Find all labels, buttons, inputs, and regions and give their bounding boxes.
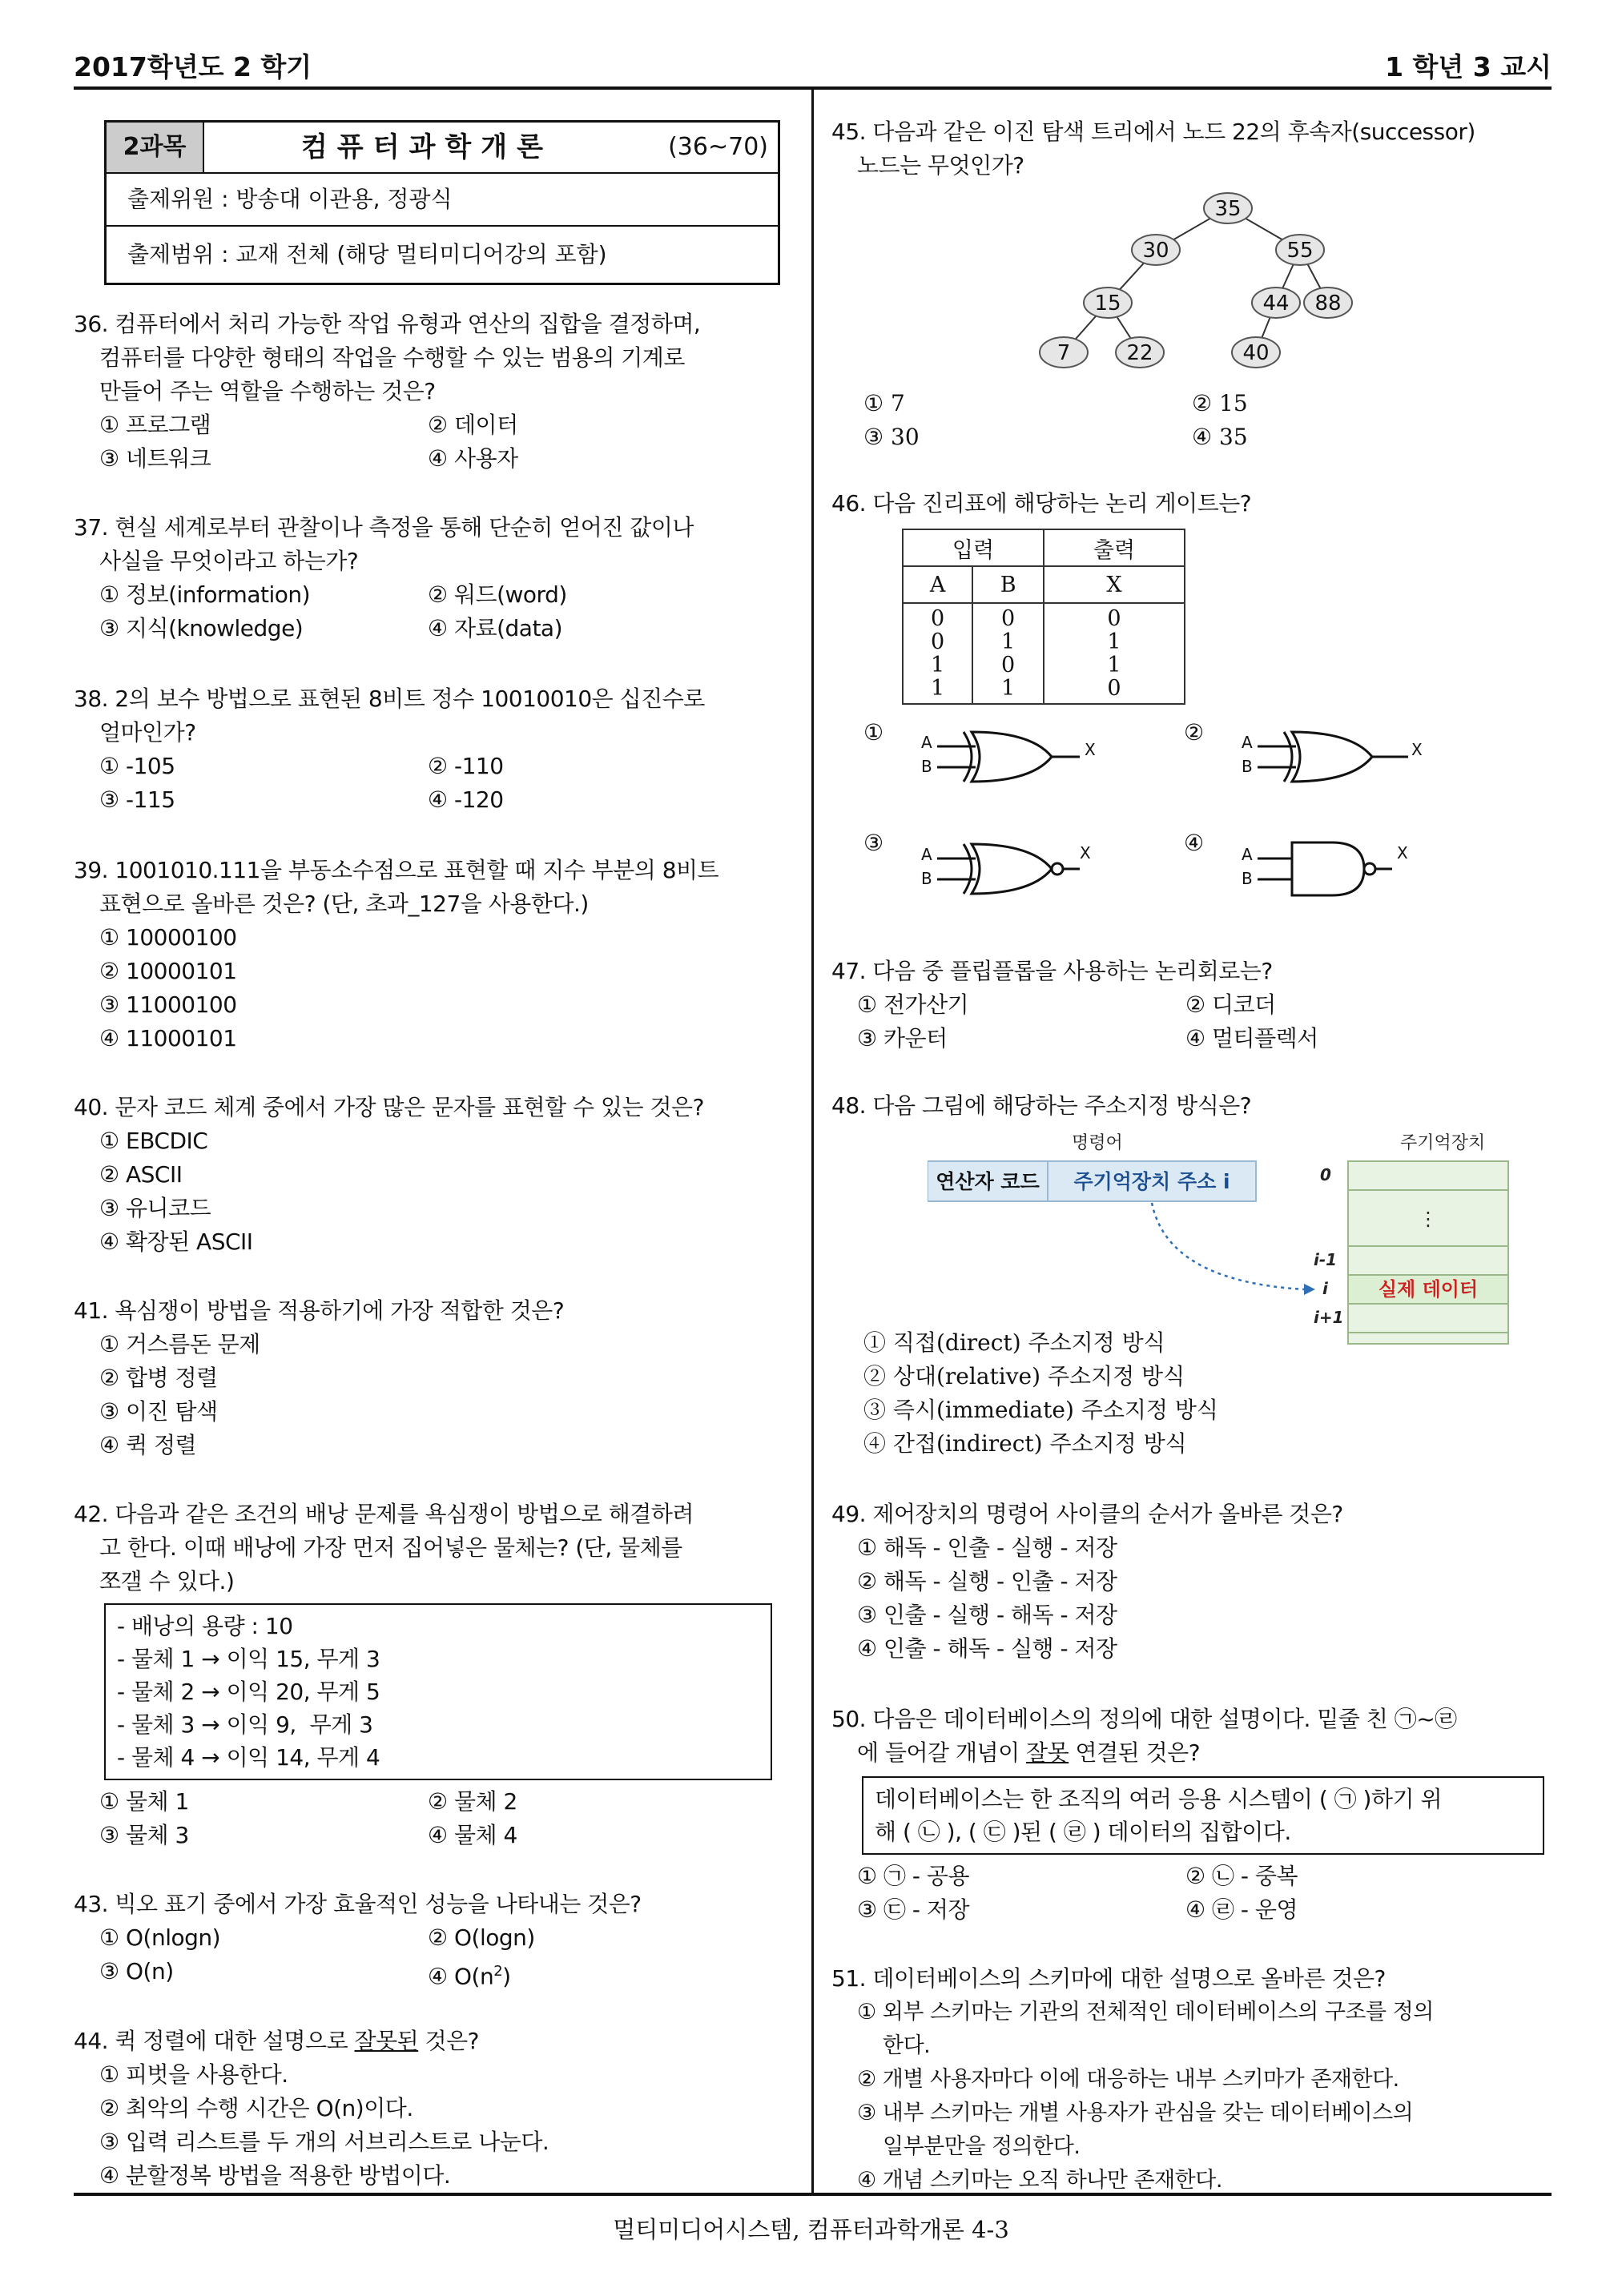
option-1[interactable]: ① 전가산기: [857, 991, 969, 1018]
svg-text:A: A: [1242, 733, 1253, 752]
truth-table: [902, 529, 1185, 705]
question-text: 41. 욕심쟁이 방법을 적용하기에 가장 적합한 것은?: [74, 1297, 565, 1324]
svg-text:i: i: [1322, 1279, 1328, 1298]
gate-option-3-mark[interactable]: ③: [863, 830, 884, 856]
table-cell: 1: [1107, 653, 1121, 678]
xnor-gate-option-3[interactable]: [920, 833, 1104, 905]
question-text: 48. 다음 그림에 해당하는 주소지정 방식은?: [831, 1092, 1252, 1119]
option-4[interactable]: ④ 분할정복 방법을 적용한 방법이다.: [99, 2162, 451, 2189]
svg-text:55: 55: [1286, 239, 1314, 263]
question-range: (36~70): [668, 133, 768, 161]
svg-text:명령어: 명령어: [1072, 1133, 1123, 1153]
option-2[interactable]: ② 상대(relative) 주소지정 방식: [863, 1363, 1185, 1389]
option-3[interactable]: ③ 즉시(immediate) 주소지정 방식: [863, 1397, 1218, 1423]
column-divider: [811, 90, 814, 2193]
table-cell: 0: [1107, 676, 1121, 701]
svg-text:22: 22: [1126, 341, 1153, 365]
option-3[interactable]: ③ O(n): [99, 1958, 174, 1984]
option-1[interactable]: ① 정보(information): [99, 581, 311, 608]
tree-node: [1276, 235, 1324, 265]
option-4[interactable]: ④ 11000101: [99, 1025, 237, 1051]
condition-line: - 배낭의 용량 : 10: [117, 1613, 293, 1639]
option-3[interactable]: ③ 유니코드: [99, 1195, 211, 1221]
q45-options: [831, 387, 1520, 454]
option-2[interactable]: ② 10000101: [99, 958, 237, 984]
tree-node: [1040, 337, 1088, 368]
gate-option-1-mark[interactable]: ①: [863, 719, 884, 746]
option-3[interactable]: ③ 이진 탐색: [99, 1398, 218, 1425]
table-cell: 0: [1001, 606, 1016, 631]
question-43: [74, 1888, 799, 1993]
option-1-cont: 한다.: [883, 2033, 931, 2058]
option-3[interactable]: ③ 입력 리스트를 두 개의 서브리스트로 나눈다.: [99, 2129, 549, 2155]
question-text: 49. 제어장치의 명령어 사이클의 순서가 올바른 것은?: [831, 1501, 1343, 1527]
question-37: [74, 511, 799, 645]
table-cell: 1: [1107, 629, 1121, 654]
option-2[interactable]: ② 합병 정렬: [99, 1365, 218, 1391]
question-text: 컴퓨터를 다양한 형태의 작업을 수행할 수 있는 범용의 기계로: [99, 344, 685, 371]
svg-text:B: B: [1242, 869, 1253, 888]
question-text: 쪼갤 수 있다.): [99, 1568, 235, 1594]
option-1[interactable]: ① EBCDIC: [99, 1128, 208, 1154]
option-4[interactable]: ④ 개념 스키마는 오직 하나만 존재한다.: [857, 2168, 1222, 2193]
subject-authors: 출제위원 : 방송대 이관용, 정광식: [107, 172, 778, 227]
tree-node: [1304, 288, 1352, 318]
tree-node: [1116, 337, 1164, 368]
subject-box: [104, 120, 780, 285]
svg-text:88: 88: [1314, 292, 1342, 316]
option-1[interactable]: ① 프로그램: [99, 412, 211, 438]
question-51: [831, 1962, 1552, 2197]
subject-scope: 출제범위 : 교재 전체 (해당 멀티미디어강의 포함): [127, 241, 607, 267]
condition-box: [104, 1603, 772, 1780]
question-text: 40. 문자 코드 체계 중에서 가장 많은 문자를 표현할 수 있는 것은?: [74, 1094, 704, 1120]
table-cell: 1: [931, 676, 945, 701]
exam-term: 2017학년도 2 학기: [74, 51, 312, 82]
svg-text:44: 44: [1262, 292, 1290, 316]
option-4[interactable]: ④ -120: [428, 786, 504, 813]
svg-text:7: 7: [1057, 341, 1071, 365]
option-4[interactable]: ④ 자료(data): [428, 615, 563, 641]
question-47: [831, 955, 1552, 1056]
option-2[interactable]: ② 데이터: [428, 412, 518, 438]
xor-gate-option-1[interactable]: [920, 721, 1104, 793]
svg-text:B: B: [921, 757, 932, 776]
option-3[interactable]: ③ 카운터: [857, 1025, 948, 1051]
option-1[interactable]: ① 직접(direct) 주소지정 방식: [863, 1329, 1165, 1356]
option-1[interactable]: ① 외부 스키마는 기관의 전체적인 데이터베이스의 구조를 정의: [857, 2000, 1434, 2025]
truth-table-input-header: 입력: [903, 529, 1044, 566]
question-39: [74, 854, 799, 1056]
q48-options: [838, 1326, 1218, 1461]
table-cell: 1: [931, 653, 945, 678]
xnor-gate-option-2[interactable]: [1240, 721, 1432, 793]
svg-text:A: A: [1242, 845, 1253, 864]
option-3[interactable]: ③ 30: [863, 424, 920, 450]
opcode-field: 연산자 코드: [936, 1170, 1040, 1193]
option-4[interactable]: ④ $O(n^2)$: [428, 1963, 511, 1990]
table-cell: 1: [1001, 629, 1016, 654]
question-36: [74, 308, 799, 476]
col-a-header: A: [903, 566, 972, 603]
gate-option-4-mark[interactable]: ④: [1184, 830, 1205, 856]
option-4[interactable]: ④ 인출 - 해독 - 실행 - 저장: [857, 1635, 1117, 1662]
emphasis: 잘못된: [354, 2028, 419, 2054]
option-3[interactable]: ③ 물체 3: [99, 1822, 189, 1848]
question-48: [831, 1089, 1552, 1123]
question-text: 얼마인가?: [99, 719, 196, 746]
option-1[interactable]: ① 거스름돈 문제: [99, 1331, 260, 1357]
option-3-cont: 일부분만을 정의한다.: [883, 2134, 1081, 2159]
option-3[interactable]: ③ ㉢ - 저장: [857, 1896, 970, 1923]
truth-table-output-header: 출력: [1044, 529, 1185, 566]
option-1[interactable]: ① ㉠ - 공용: [857, 1863, 970, 1889]
question-text: 46. 다음 진리표에 해당하는 논리 게이트는?: [831, 490, 1252, 517]
svg-text:i-1: i-1: [1314, 1250, 1338, 1269]
condition-line: - 물체 3 → 이익 9, 무게 3: [117, 1711, 373, 1738]
question-text: 만들어 주는 역할을 수행하는 것은?: [99, 378, 436, 404]
question-text: 사실을 무엇이라고 하는가?: [99, 548, 359, 574]
addressing-diagram: [928, 1129, 1536, 1345]
option-2[interactable]: ② ASCII: [99, 1161, 183, 1188]
option-1[interactable]: ① 7: [863, 390, 905, 416]
subject-name: 컴퓨터과학개론: [301, 131, 553, 163]
option-1[interactable]: ① 10000100: [99, 924, 237, 951]
tree-node: [1084, 288, 1132, 318]
tree-node: [1232, 337, 1280, 368]
tree-node: [1204, 193, 1252, 223]
svg-text:15: 15: [1094, 292, 1121, 316]
option-4[interactable]: ④ 사용자: [428, 445, 518, 472]
nand-gate-option-4[interactable]: [1240, 833, 1424, 905]
emphasis: 잘못: [1026, 1739, 1069, 1766]
condition-line: - 물체 1 → 이익 15, 무게 3: [117, 1646, 380, 1672]
gate-option-2-mark[interactable]: ②: [1184, 719, 1205, 746]
question-38: [74, 682, 799, 817]
page-footer: 멀티미디어시스템, 컴퓨터과학개론 4-3: [613, 2216, 1009, 2243]
svg-text:35: 35: [1214, 197, 1242, 221]
tree-node: [1252, 288, 1300, 318]
option-4[interactable]: ④ 퀵 정렬: [99, 1432, 197, 1458]
option-3[interactable]: ③ 네트워크: [99, 445, 211, 472]
svg-text:A: A: [921, 733, 932, 752]
question-42: [74, 1498, 799, 1852]
col-b-header: B: [972, 566, 1044, 603]
address-field: 주기억장치 주소 i: [1073, 1170, 1230, 1193]
question-40: [74, 1091, 799, 1259]
table-cell: 0: [1107, 606, 1121, 631]
option-3[interactable]: ③ 11000100: [99, 991, 237, 1018]
svg-text:A: A: [921, 845, 932, 864]
exam-period: 1 학년 3 교시: [1385, 51, 1552, 82]
option-2[interactable]: ② O(logn): [428, 1924, 535, 1951]
condition-line: - 물체 2 → 이익 20, 무게 5: [117, 1679, 380, 1705]
option-2[interactable]: ② 워드(word): [428, 581, 567, 608]
definition-line: 데이터베이스는 한 조직의 여러 응용 시스템이 ( ㉠ )하기 위: [875, 1786, 1443, 1812]
option-1[interactable]: ① 해독 - 인출 - 실행 - 저장: [857, 1534, 1117, 1561]
question-46: [831, 487, 1552, 521]
question-text: 42. 다음과 같은 조건의 배낭 문제를 욕심쟁이 방법으로 해결하려: [74, 1501, 694, 1527]
question-41: [74, 1294, 799, 1462]
option-2[interactable]: ② 최악의 수행 시간은 O(n)이다.: [99, 2095, 413, 2121]
question-text: 에 들어갈 개념이 잘못 연결된 것은?: [857, 1739, 1201, 1766]
col-x-header: X: [1044, 566, 1185, 603]
tree-node: [1132, 235, 1180, 265]
question-45: [831, 115, 1552, 183]
question-text: 50. 다음은 데이터베이스의 정의에 대한 설명이다. 밑줄 친 ㉠~㉣: [831, 1706, 1457, 1732]
actual-data-cell: 실제 데이터: [1378, 1278, 1479, 1301]
condition-line: - 물체 4 → 이익 14, 무게 4: [117, 1744, 380, 1771]
table-cell: 0: [931, 629, 945, 654]
option-2[interactable]: ② 디코더: [1185, 991, 1276, 1018]
option-3[interactable]: ③ 지식(knowledge): [99, 615, 304, 641]
question-text: 51. 데이터베이스의 스키마에 대한 설명으로 올바른 것은?: [831, 1965, 1386, 1992]
question-text: 노드는 무엇인가?: [857, 152, 1024, 179]
svg-text:X: X: [1080, 843, 1091, 863]
svg-text:30: 30: [1142, 239, 1169, 263]
definition-box: [862, 1776, 1544, 1855]
svg-text:40: 40: [1242, 341, 1270, 365]
svg-text:B: B: [921, 869, 932, 888]
option-1[interactable]: ① 물체 1: [99, 1788, 189, 1815]
svg-text:⋮: ⋮: [1419, 1208, 1438, 1230]
option-3[interactable]: ③ -115: [99, 786, 175, 813]
table-cell: 0: [1001, 653, 1016, 678]
option-3[interactable]: ③ 내부 스키마는 개별 사용자가 관심을 갖는 데이터베이스의: [857, 2101, 1414, 2125]
question-text: 고 한다. 이때 배낭에 가장 먼저 집어넣은 물체는? (단, 물체를: [99, 1534, 682, 1561]
option-1[interactable]: ① 피벗을 사용한다.: [99, 2061, 288, 2088]
binary-search-tree: [1032, 184, 1408, 376]
option-2[interactable]: ② -110: [428, 753, 504, 779]
question-text: 36. 컴퓨터에서 처리 가능한 작업 유형과 연산의 집합을 결정하며,: [74, 311, 701, 337]
question-text: 37. 현실 세계로부터 관찰이나 측정을 통해 단순히 얻어진 값이나: [74, 514, 694, 541]
question-text: 47. 다음 중 플립플롭을 사용하는 논리회로는?: [831, 958, 1273, 984]
option-2[interactable]: ② 개별 사용자마다 이에 대응하는 내부 스키마가 존재한다.: [857, 2067, 1399, 2092]
option-2[interactable]: ② ㉡ - 중복: [1185, 1863, 1298, 1889]
option-2[interactable]: ② 15: [1192, 390, 1248, 416]
definition-line: 해 ( ㉡ ), ( ㉢ )된 ( ㉣ ) 데이터의 집합이다.: [875, 1819, 1291, 1845]
question-text: 38. 2의 보수 방법으로 표현된 8비트 정수 10010010은 십진수로: [74, 686, 705, 712]
svg-text:0: 0: [1320, 1165, 1331, 1184]
table-cell: 0: [931, 606, 945, 631]
option-4[interactable]: ④ 35: [1192, 424, 1248, 450]
svg-text:주기억장치: 주기억장치: [1400, 1133, 1486, 1153]
svg-text:X: X: [1397, 843, 1408, 863]
option-1[interactable]: ① -105: [99, 753, 175, 779]
question-text: 43. 빅오 표기 중에서 가장 효율적인 성능을 나타내는 것은?: [74, 1891, 642, 1917]
question-text: 44. 퀵 정렬에 대한 설명으로 잘못된 것은?: [74, 2028, 480, 2054]
option-2[interactable]: ② 물체 2: [428, 1788, 517, 1815]
question-44: [74, 2025, 799, 2193]
svg-text:i+1: i+1: [1314, 1308, 1344, 1327]
svg-text:B: B: [1242, 757, 1253, 776]
svg-text:X: X: [1085, 740, 1096, 759]
option-2[interactable]: ② 해독 - 실행 - 인출 - 저장: [857, 1568, 1117, 1594]
option-4[interactable]: ④ 확장된 ASCII: [99, 1228, 253, 1255]
question-text: 39. 1001010.111을 부동소수점으로 표현할 때 지수 부분의 8비트: [74, 857, 719, 883]
subject-tag: 2과목: [107, 123, 204, 172]
page-header: [74, 46, 1552, 83]
option-4[interactable]: ④ 멀티플렉서: [1185, 1025, 1318, 1051]
option-4[interactable]: ④ ㉣ - 운영: [1185, 1896, 1298, 1923]
option-3[interactable]: ③ 인출 - 실행 - 해독 - 저장: [857, 1602, 1117, 1628]
option-4[interactable]: ④ 물체 4: [428, 1822, 517, 1848]
question-50: [831, 1703, 1552, 1927]
question-text: 표현으로 올바른 것은? (단, 초과_127을 사용한다.): [99, 891, 589, 917]
option-4[interactable]: ④ 간접(indirect) 주소지정 방식: [863, 1430, 1187, 1457]
question-text: 45. 다음과 같은 이진 탐색 트리에서 노드 22의 후속자(successor): [831, 119, 1475, 145]
table-cell: 1: [1001, 676, 1016, 701]
option-1[interactable]: ① O(nlogn): [99, 1924, 221, 1951]
svg-text:X: X: [1411, 740, 1423, 759]
question-49: [831, 1498, 1552, 1666]
